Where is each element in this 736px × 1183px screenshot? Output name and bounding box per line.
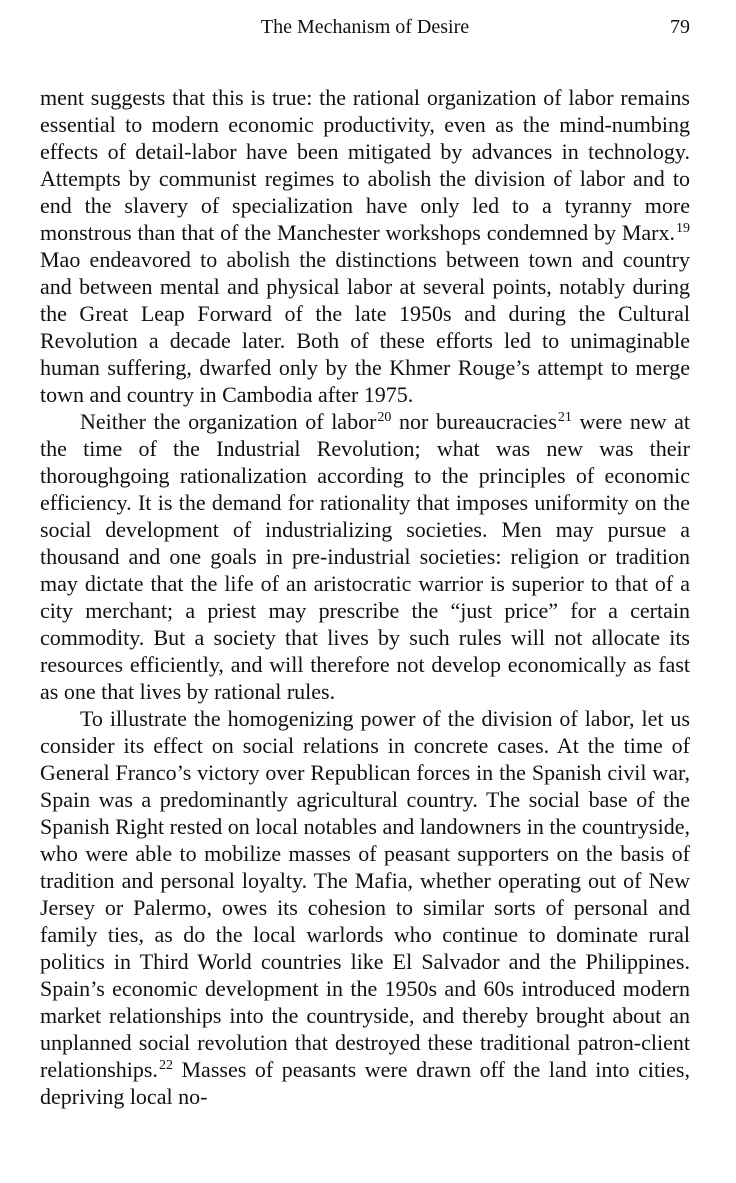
paragraph-text: Masses of peasants were drawn off the land into cities, depriving local no- bbox=[40, 1057, 690, 1109]
footnote-marker: 20 bbox=[377, 410, 392, 425]
paragraph-text: To illustrate the homogenizing power of the division of labor, let us consider its effect on social relations in concrete cases. At the time of General Franco’s victory over Republican forces in the Spanish civil war, Spain was a predominantly agricultural country. The social base of the Spanish Right rested on local notables and landowners in the countryside, who were able to mobilize masses of peasant supporters on the basis of tradition and personal loyalty. The Mafia, whether operating out of New Jersey or Palermo, owes its cohesion to similar sorts of personal and family ties, as do the local warlords who continue to dominate rural politics in Third World countries like El Salvador and the Philippines. Spain’s economic development in the 1950s and 60s introduced modern market relationships into the countryside, and thereby brought about an unplanned social revolution that destroyed these traditional patron-client relationships. bbox=[40, 706, 690, 1082]
paragraph bbox=[40, 408, 690, 705]
footnote-marker: 21 bbox=[557, 410, 572, 425]
running-title: The Mechanism of Desire bbox=[260, 16, 470, 38]
paragraph-text: ment suggests that this is true: the rational organization of labor remains essential to modern economic productivity, even as the mind-numbing effects of detail-labor have been mitigated by advances in technology. Attempts by communist regimes to abolish the division of labor and to end the slavery of specialization have only led to a tyranny more monstrous than that of the Manchester workshops condemned by Marx. bbox=[40, 85, 690, 245]
paragraph bbox=[40, 84, 690, 408]
paragraph-text: Neither the organization of labor bbox=[80, 409, 377, 434]
footnote-marker: 22 bbox=[158, 1058, 173, 1073]
page-number: 79 bbox=[670, 16, 690, 38]
paragraph-text: were new at the time of the Industrial Revolution; what was new was their thoroughgoing rationalization according to the principles of economic efficiency. It is the demand for rationality that imposes uniformity on the social development of industrializing societies. Men may pursue a thousand and one goals in pre-industrial societies: religion or tradition may dictate that the life of an aristocratic warrior is superior to that of a city merchant; a priest may prescribe the “just price” for a certain commodity. But a society that lives by such rules will not allocate its resources efficiently, and will therefore not develop economically as fast as one that lives by rational rules. bbox=[40, 409, 691, 704]
paragraph-text: Mao endeavored to abolish the distinctions between town and country and between mental and physical labor at several points, notably during the Great Leap Forward of the late 1950s and during the Cultural Revolution a decade later. Both of these efforts led to unimaginable human suffering, dwarfed only by the Khmer Rouge’s attempt to merge town and country in Cambodia after 1975. bbox=[40, 247, 690, 407]
paragraph-text: nor bureaucracies bbox=[391, 409, 557, 434]
running-head bbox=[40, 12, 690, 42]
body-text bbox=[40, 84, 690, 1110]
footnote-marker: 19 bbox=[676, 221, 690, 236]
paragraph bbox=[40, 705, 690, 1110]
